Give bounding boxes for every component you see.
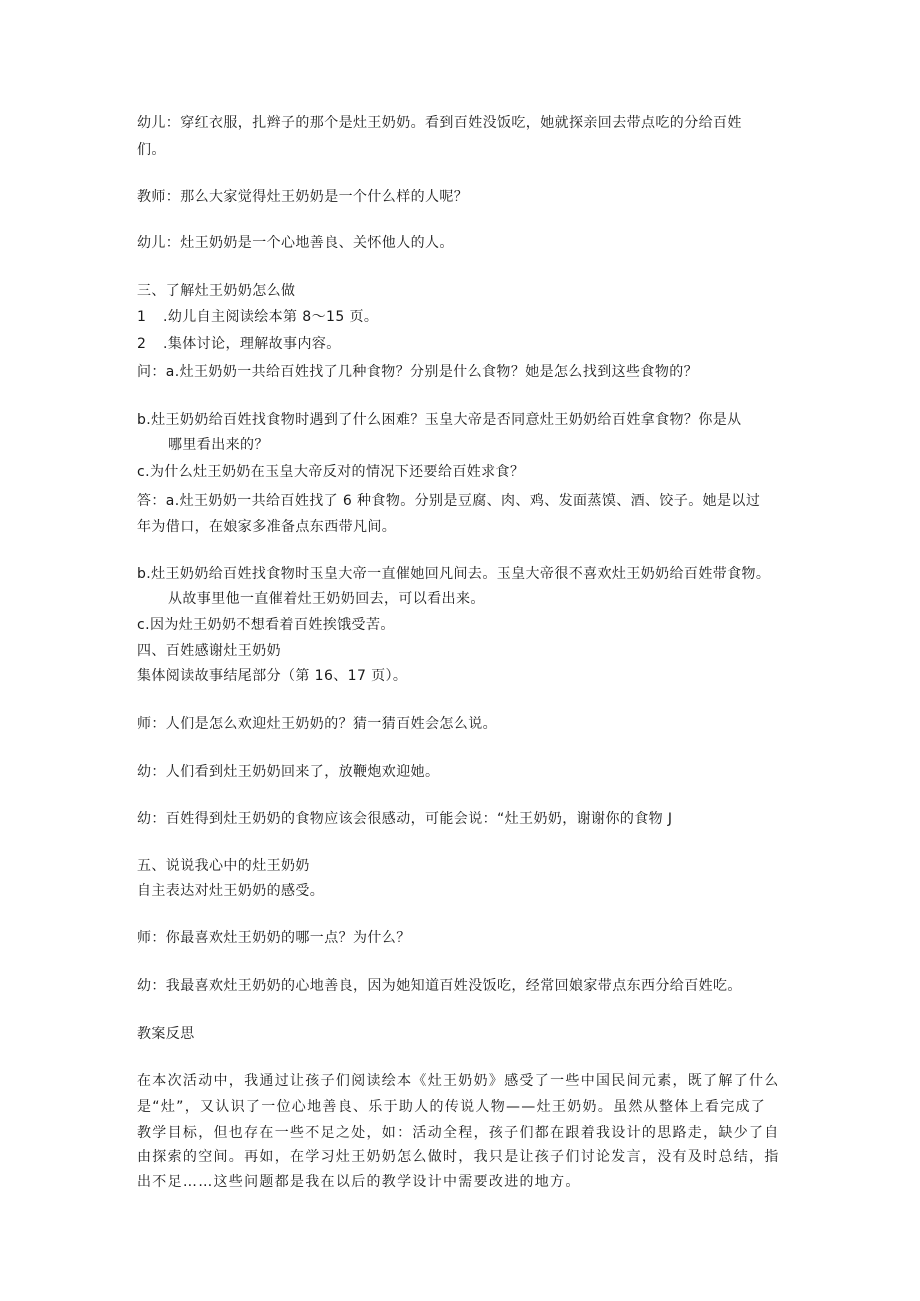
question-b-line-2: 哪里看出来的？	[168, 437, 269, 453]
child-dialogue-line-1: 幼儿：穿红衣服，扎辫子的那个是灶王奶奶。看到百姓没饭吃，她就探亲回去带点吃的分给百姓	[137, 115, 742, 131]
teacher-question: 教师：那么大家觉得灶王奶奶是一个什么样的人呢？	[137, 189, 469, 205]
section-4-intro: 集体阅读故事结尾部分（第 16、17 页）。	[137, 668, 408, 684]
section-5-intro: 自主表达对灶王奶奶的感受。	[137, 883, 325, 899]
section-4-child-1: 幼：人们看到灶王奶奶回来了，放鞭炮欢迎她。	[137, 764, 440, 780]
answer-c: c.因为灶王奶奶不想看着百姓挨饿受苦。	[137, 617, 395, 633]
step-number: 2	[137, 336, 147, 352]
section-3-heading: 三、了解灶王奶奶怎么做	[137, 283, 296, 299]
section-5-child: 幼：我最喜欢灶王奶奶的心地善良，因为她知道百姓没饭吃，经常回娘家带点东西分给百姓吃。	[137, 978, 742, 994]
answer-a-line-1: 答：a.灶王奶奶一共给百姓找了 6 种食物。分别是豆腐、肉、鸡、发面蒸馍、酒、饺子。她是以过	[137, 493, 761, 509]
section-3-step-1	[137, 307, 378, 327]
child-answer: 幼儿：灶王奶奶是一个心地善良、关怀他人的人。	[137, 235, 454, 251]
reflection-line-5: 出不足……这些问题都是我在以后的教学设计中需要改进的地方。	[137, 1174, 581, 1190]
section-5-teacher: 师：你最喜欢灶王奶奶的哪一点？为什么？	[137, 930, 411, 946]
child-dialogue-line-2: 们。	[137, 142, 166, 158]
section-3-step-2	[137, 334, 341, 354]
answer-b-line-1: b.灶王奶奶给百姓找食物时玉皇大帝一直催她回凡间去。玉皇大帝很不喜欢灶王奶奶给百姓带食物。	[137, 566, 771, 582]
step-text: .集体讨论，理解故事内容。	[163, 336, 341, 352]
section-4-child-2: 幼：百姓得到灶王奶奶的食物应该会很感动，可能会说：“灶王奶奶，谢谢你的食物 J	[137, 811, 673, 827]
reflection-line-4: 由探索的空间。再如，在学习灶王奶奶怎么做时，我只是让孩子们讨论发言，没有及时总结，指	[137, 1149, 780, 1165]
question-c: c.为什么灶王奶奶在玉皇大帝反对的情况下还要给百姓求食？	[137, 464, 525, 480]
section-4-teacher: 师：人们是怎么欢迎灶王奶奶的？猜一猜百姓会怎么说。	[137, 716, 497, 732]
reflection-line-2: 是“灶”，又认识了一位心地善良、乐于助人的传说人物——灶王奶奶。虽然从整体上看完成了	[137, 1099, 767, 1115]
step-text: .幼儿自主阅读绘本第 8～15 页。	[163, 309, 379, 325]
question-a: 问：a.灶王奶奶一共给百姓找了几种食物？分别是什么食物？她是怎么找到这些食物的？	[137, 364, 699, 380]
answer-b-line-2: 从故事里他一直催着灶王奶奶回去，可以看出来。	[168, 591, 485, 607]
step-number: 1	[137, 309, 147, 325]
reflection-heading: 教案反思	[137, 1026, 195, 1042]
reflection-line-3: 教学目标，但也存在一些不足之处，如：活动全程，孩子们都在跟着我设计的思路走，缺少了自	[137, 1125, 780, 1141]
section-5-heading: 五、说说我心中的灶王奶奶	[137, 858, 310, 874]
reflection-line-1: 在本次活动中，我通过让孩子们阅读绘本《灶王奶奶》感受了一些中国民间元素，既了解了什么	[137, 1073, 780, 1089]
question-b-line-1: b.灶王奶奶给百姓找食物时遇到了什么困难？玉皇大帝是否同意灶王奶奶给百姓拿食物？你是从	[137, 412, 742, 428]
section-4-heading: 四、百姓感谢灶王奶奶	[137, 643, 281, 659]
answer-a-line-2: 年为借口，在娘家多准备点东西带凡间。	[137, 519, 397, 535]
